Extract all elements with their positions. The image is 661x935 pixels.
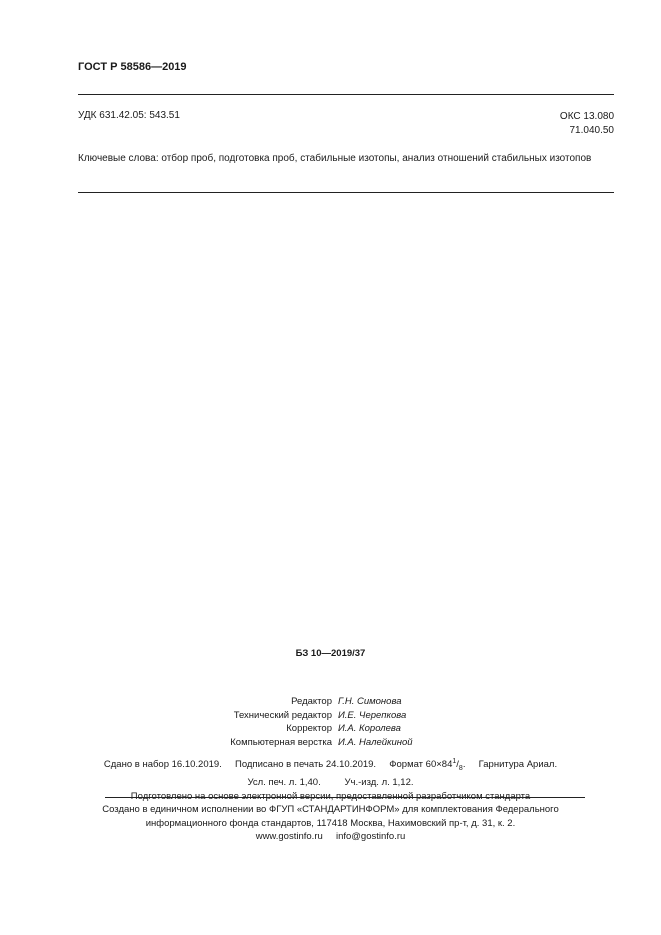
staff-row-editor bbox=[0, 695, 661, 709]
paper-format: Формат $60\times 84^1/_8$. bbox=[389, 758, 466, 773]
bz-number: БЗ 10—2019/37 bbox=[295, 648, 366, 659]
footer-line-1: Создано в единичном исполнении во ФГУП «СТАНДАРТИНФОРМ» для комплектования Федерального bbox=[102, 804, 559, 815]
publisher-footer bbox=[0, 803, 661, 844]
staff-role: Редактор bbox=[291, 696, 332, 707]
staff-row-layout bbox=[0, 736, 661, 750]
staff-name: И.А. Налейкиной bbox=[338, 736, 413, 748]
oks-codes bbox=[560, 110, 614, 138]
staff-role: Компьютерная верстка bbox=[230, 736, 332, 748]
staff-name: Г.Н. Симонова bbox=[338, 696, 402, 707]
print-sheets: Усл. печ. л. 1,40. bbox=[247, 777, 321, 789]
format-numerator: 1 bbox=[452, 758, 457, 765]
divider-footer bbox=[105, 797, 585, 798]
staff-name: И.Е. Черепкова bbox=[338, 709, 407, 721]
format-denominator: 8 bbox=[458, 765, 463, 773]
imprint-line-2 bbox=[0, 776, 661, 790]
oks-line-1: ОКС 13.080 bbox=[559, 111, 614, 122]
submitted-date: Сдано в набор 16.10.2019. bbox=[103, 759, 222, 771]
udk-code: УДК 631.42.05: 543.51 bbox=[78, 110, 180, 121]
footer-contacts bbox=[0, 830, 661, 844]
publication-sheets: Уч.-изд. л. 1,12. bbox=[344, 777, 414, 789]
oks-line-2: 71.040.50 bbox=[569, 125, 614, 136]
imprint-line-3: Подготовлено на основе электронной версии, предоставленной разработчиком стандарта bbox=[130, 791, 531, 803]
staff-row-corrector bbox=[0, 722, 661, 736]
divider-top bbox=[78, 94, 614, 95]
divider-keywords bbox=[78, 192, 614, 193]
staff-role: Технический редактор bbox=[233, 709, 332, 721]
staff-credits bbox=[0, 695, 661, 749]
signed-date: Подписано в печать 24.10.2019. bbox=[235, 759, 377, 771]
keywords: Ключевые слова: отбор проб, подготовка проб, стабильные изотопы, анализ отношений стабильных изотопов bbox=[78, 153, 592, 164]
footer-line-2: информационного фонда стандартов, 117418 Москва, Нахимовский пр-т, д. 31, к. 2. bbox=[145, 817, 516, 829]
staff-row-tech-editor bbox=[0, 709, 661, 723]
imprint-line-1 bbox=[0, 755, 661, 776]
format-prefix: Формат 60×84 bbox=[389, 759, 453, 771]
typeface: Гарнитура Ариал. bbox=[478, 759, 558, 771]
staff-name: И.А. Королева bbox=[338, 723, 401, 734]
standard-number: ГОСТ Р 58586—2019 bbox=[78, 61, 187, 73]
website-link[interactable]: www.gostinfo.ru bbox=[255, 831, 323, 842]
staff-role: Корректор bbox=[286, 723, 332, 734]
email-link[interactable]: info@gostinfo.ru bbox=[335, 831, 406, 842]
